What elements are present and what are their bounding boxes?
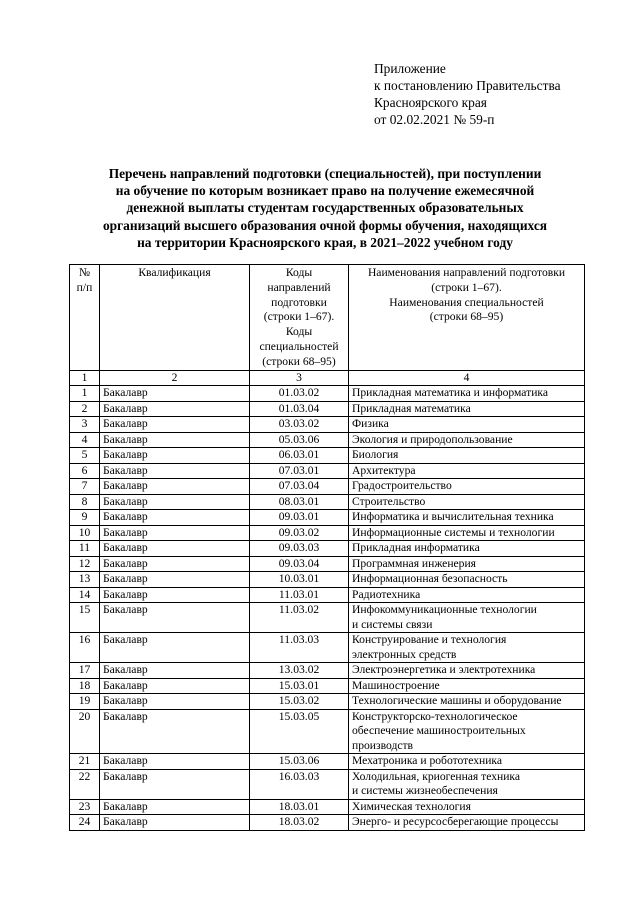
row-qualification: Бакалавр: [100, 479, 250, 495]
row-code: 08.03.01: [250, 494, 349, 510]
table-row: [70, 587, 585, 603]
header-line: направлений: [267, 280, 331, 294]
row-direction-name: [349, 556, 585, 572]
appendix-line: Красноярского края: [374, 95, 487, 110]
appendix-line: от 02.02.2021 № 59-п: [374, 112, 495, 127]
header-num: [70, 265, 100, 371]
row-code: 16.03.03: [250, 769, 349, 799]
table-row: [70, 815, 585, 831]
direction-name-line: Химическая технология: [352, 799, 471, 813]
direction-name-line: и системы связи: [352, 617, 433, 631]
header-line: Коды: [285, 325, 313, 339]
row-direction-name: [349, 541, 585, 557]
row-code: 05.03.06: [250, 432, 349, 448]
direction-name-line: Прикладная математика и информатика: [352, 386, 549, 400]
table-row: [70, 678, 585, 694]
row-number: 20: [70, 709, 100, 754]
row-code: 03.03.02: [250, 417, 349, 433]
row-qualification: Бакалавр: [100, 541, 250, 557]
row-qualification: Бакалавр: [100, 694, 250, 710]
row-qualification: Бакалавр: [100, 432, 250, 448]
row-number: 9: [70, 510, 100, 526]
direction-name-line: Прикладная математика: [352, 401, 471, 415]
row-direction-name: [349, 401, 585, 417]
row-number: 19: [70, 694, 100, 710]
header-row: [70, 265, 585, 371]
direction-name-line: Градостроительство: [352, 479, 452, 493]
row-direction-name: [349, 694, 585, 710]
table-row: [70, 556, 585, 572]
direction-name-line: Технологические машины и оборудование: [352, 694, 562, 708]
column-number: 1: [70, 370, 100, 386]
row-code: 10.03.01: [250, 572, 349, 588]
row-number: 15: [70, 603, 100, 633]
row-code: 06.03.01: [250, 448, 349, 464]
column-number: 3: [250, 370, 349, 386]
row-direction-name: [349, 479, 585, 495]
direction-name-line: Радиотехника: [352, 587, 421, 601]
row-number: 23: [70, 799, 100, 815]
row-number: 3: [70, 417, 100, 433]
row-number: 1: [70, 386, 100, 402]
direction-name-line: Электроэнергетика и электротехника: [352, 663, 536, 677]
directions-table: [69, 264, 585, 831]
row-direction-name: [349, 494, 585, 510]
table-row: [70, 417, 585, 433]
direction-name-line: Энерго- и ресурсосберегающие процессы: [352, 815, 559, 829]
table-row: [70, 572, 585, 588]
row-number: 22: [70, 769, 100, 799]
row-direction-name: [349, 603, 585, 633]
row-qualification: Бакалавр: [100, 663, 250, 679]
row-direction-name: [349, 678, 585, 694]
header-line: подготовки: [271, 295, 327, 309]
row-code: 11.03.03: [250, 633, 349, 663]
row-qualification: Бакалавр: [100, 525, 250, 541]
appendix-line: к постановлению Правительства: [374, 78, 561, 93]
table-row: [70, 799, 585, 815]
direction-name-line: обеспечение машиностроительных: [352, 724, 526, 738]
direction-name-line: электронных средств: [352, 647, 457, 661]
row-number: 17: [70, 663, 100, 679]
header-line: (строки 1–67).: [431, 280, 502, 294]
title-line: организаций высшего образования очной формы обучения, находящихся: [102, 217, 548, 233]
table-row: [70, 603, 585, 633]
appendix-line: Приложение: [374, 61, 446, 76]
direction-name-line: Инфокоммуникационные технологии: [352, 603, 537, 617]
row-number: 5: [70, 448, 100, 464]
row-qualification: Бакалавр: [100, 417, 250, 433]
row-direction-name: [349, 587, 585, 603]
table-row: [70, 448, 585, 464]
row-qualification: Бакалавр: [100, 769, 250, 799]
title-line: денежной выплаты студентам государственных образовательных: [126, 200, 524, 216]
row-direction-name: [349, 417, 585, 433]
table-row: [70, 694, 585, 710]
row-code: 18.03.01: [250, 799, 349, 815]
row-number: 7: [70, 479, 100, 495]
row-code: 09.03.02: [250, 525, 349, 541]
table-row: [70, 479, 585, 495]
document-title: [70, 165, 580, 251]
header-line: (строки 1–67).: [263, 310, 335, 324]
row-direction-name: [349, 386, 585, 402]
header-line: специальностей: [259, 339, 339, 353]
row-number: 6: [70, 463, 100, 479]
table-row: [70, 463, 585, 479]
direction-name-line: Конструирование и технология: [352, 633, 507, 647]
header-line: Коды: [285, 266, 313, 279]
row-direction-name: [349, 663, 585, 679]
header-line: п/п: [76, 280, 93, 294]
row-code: 09.03.04: [250, 556, 349, 572]
row-code: 18.03.02: [250, 815, 349, 831]
row-qualification: Бакалавр: [100, 603, 250, 633]
row-qualification: Бакалавр: [100, 556, 250, 572]
row-direction-name: [349, 633, 585, 663]
row-number: 8: [70, 494, 100, 510]
column-number: 2: [100, 370, 250, 386]
direction-name-line: Машиностроение: [352, 678, 440, 692]
row-direction-name: [349, 799, 585, 815]
row-code: 07.03.01: [250, 463, 349, 479]
row-code: 11.03.02: [250, 603, 349, 633]
row-direction-name: [349, 448, 585, 464]
table-row: [70, 633, 585, 663]
title-line: на территории Красноярского края, в 2021–2022 учебном году: [137, 234, 513, 250]
direction-name-line: Информационная безопасность: [352, 572, 508, 586]
row-direction-name: [349, 815, 585, 831]
row-qualification: Бакалавр: [100, 463, 250, 479]
row-code: 15.03.06: [250, 754, 349, 770]
table-row: [70, 709, 585, 754]
row-qualification: Бакалавр: [100, 587, 250, 603]
row-qualification: Бакалавр: [100, 401, 250, 417]
row-code: 07.03.04: [250, 479, 349, 495]
table-row: [70, 541, 585, 557]
table-row: [70, 754, 585, 770]
row-number: 4: [70, 432, 100, 448]
row-direction-name: [349, 572, 585, 588]
row-number: 21: [70, 754, 100, 770]
direction-name-line: производств: [352, 738, 414, 752]
row-direction-name: [349, 754, 585, 770]
row-number: 24: [70, 815, 100, 831]
table-row: [70, 432, 585, 448]
row-number: 11: [70, 541, 100, 557]
row-qualification: Бакалавр: [100, 510, 250, 526]
row-number: 14: [70, 587, 100, 603]
direction-name-line: Холодильная, криогенная техника: [352, 769, 521, 783]
row-direction-name: [349, 525, 585, 541]
row-direction-name: [349, 769, 585, 799]
direction-name-line: Программная инженерия: [352, 556, 477, 570]
table-row: [70, 663, 585, 679]
direction-name-line: Информационные системы и технологии: [352, 525, 555, 539]
header-line: Наименования специальностей: [389, 295, 544, 309]
direction-name-line: Биология: [352, 448, 399, 462]
direction-name-line: и системы жизнеобеспечения: [352, 784, 498, 798]
row-direction-name: [349, 432, 585, 448]
header-names: [349, 265, 585, 371]
appendix-block: [374, 60, 624, 128]
header-codes: [250, 265, 349, 371]
row-qualification: Бакалавр: [100, 754, 250, 770]
table-body: [70, 386, 585, 831]
row-qualification: Бакалавр: [100, 448, 250, 464]
table-row: [70, 401, 585, 417]
row-number: 12: [70, 556, 100, 572]
direction-name-line: Физика: [352, 417, 389, 431]
row-code: 13.03.02: [250, 663, 349, 679]
title-line: Перечень направлений подготовки (специальностей), при поступлении: [108, 166, 542, 181]
table-row: [70, 494, 585, 510]
row-number: 18: [70, 678, 100, 694]
row-code: 09.03.01: [250, 510, 349, 526]
row-qualification: Бакалавр: [100, 386, 250, 402]
direction-name-line: Архитектура: [352, 463, 416, 477]
table-row: [70, 525, 585, 541]
table-row: [70, 769, 585, 799]
header-line: №: [78, 266, 91, 279]
header-line: Наименования направлений подготовки: [367, 266, 566, 279]
header-line: Квалификация: [138, 266, 211, 279]
direction-name-line: Информатика и вычислительная техника: [352, 510, 554, 524]
row-code: 11.03.01: [250, 587, 349, 603]
row-code: 15.03.05: [250, 709, 349, 754]
row-number: 2: [70, 401, 100, 417]
row-qualification: Бакалавр: [100, 494, 250, 510]
row-qualification: Бакалавр: [100, 815, 250, 831]
row-qualification: Бакалавр: [100, 799, 250, 815]
title-line: на обучение по которым возникает право на получение ежемесячной: [115, 183, 535, 199]
row-code: 01.03.04: [250, 401, 349, 417]
table-row: [70, 386, 585, 402]
row-direction-name: [349, 463, 585, 479]
row-number: 10: [70, 525, 100, 541]
header-line: (строки 68–95): [262, 354, 336, 368]
direction-name-line: Прикладная информатика: [352, 541, 480, 555]
row-qualification: Бакалавр: [100, 678, 250, 694]
direction-name-line: Мехатроника и робототехника: [352, 754, 503, 768]
row-number: 16: [70, 633, 100, 663]
header-qualification: [100, 265, 250, 371]
row-qualification: Бакалавр: [100, 633, 250, 663]
direction-name-line: Строительство: [352, 494, 426, 508]
direction-name-line: Экология и природопользование: [352, 432, 513, 446]
column-number: 4: [349, 370, 585, 386]
row-direction-name: [349, 709, 585, 754]
row-qualification: Бакалавр: [100, 709, 250, 754]
row-number: 13: [70, 572, 100, 588]
row-code: 01.03.02: [250, 386, 349, 402]
row-direction-name: [349, 510, 585, 526]
direction-name-line: Конструкторско-технологическое: [352, 709, 518, 723]
row-code: 15.03.01: [250, 678, 349, 694]
row-code: 09.03.03: [250, 541, 349, 557]
table-row: [70, 510, 585, 526]
column-number-row: [70, 370, 585, 386]
row-qualification: Бакалавр: [100, 572, 250, 588]
row-code: 15.03.02: [250, 694, 349, 710]
header-line: (строки 68–95): [429, 310, 504, 324]
